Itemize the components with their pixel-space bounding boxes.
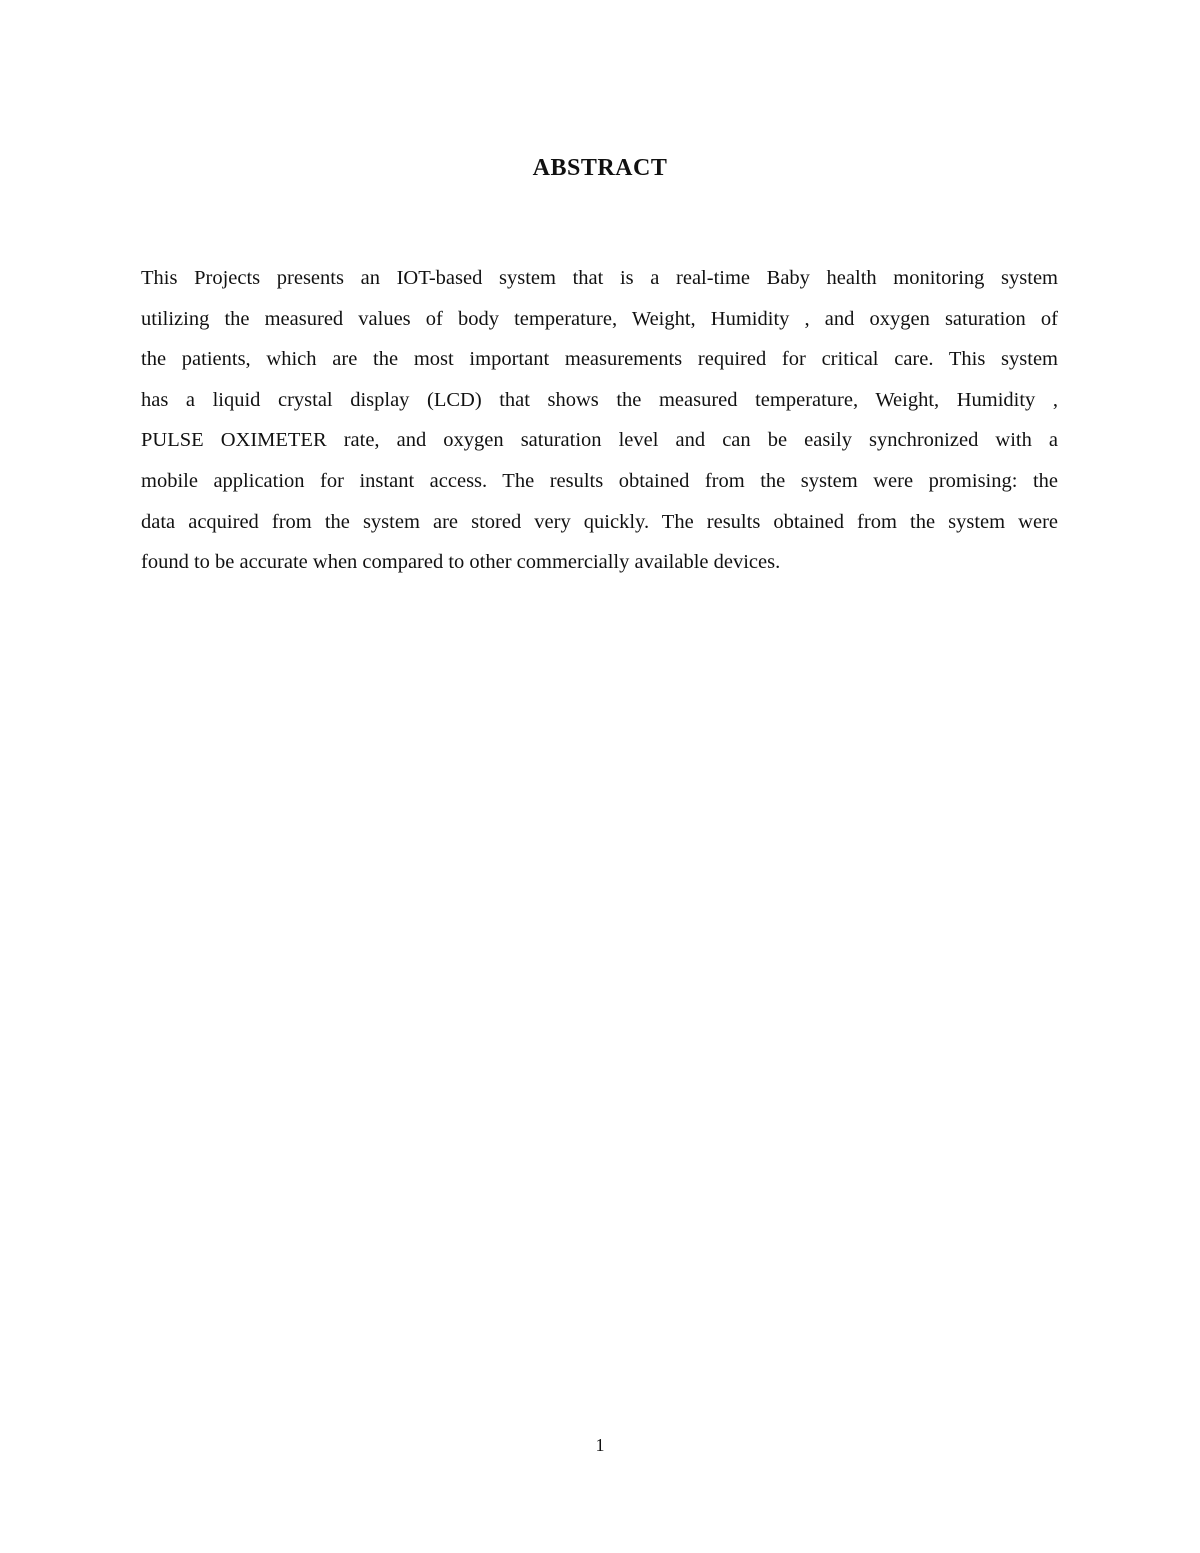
paragraph-line: found to be accurate when compared to other commercially available devices. xyxy=(141,551,781,574)
paragraph-line: has a liquid crystal display (LCD) that shows the measured temperature, Weight, Humidity , xyxy=(141,388,1058,411)
page-number: 1 xyxy=(595,1435,605,1455)
paragraph-line: the patients, which are the most important measurements required for critical care. This system xyxy=(141,348,1058,371)
abstract-paragraph xyxy=(141,258,1058,583)
paragraph-line: PULSE OXIMETER rate, and oxygen saturation level and can be easily synchronized with a xyxy=(141,429,1058,452)
paragraph-line: This Projects presents an IOT-based system that is a real-time Baby health monitoring system xyxy=(141,267,1058,289)
paragraph-line: mobile application for instant access. The results obtained from the system were promising: the xyxy=(141,469,1058,492)
abstract-heading: ABSTRACT xyxy=(532,155,668,181)
paragraph-line: data acquired from the system are stored very quickly. The results obtained from the system were xyxy=(141,510,1058,533)
paragraph-line: utilizing the measured values of body temperature, Weight, Humidity , and oxygen saturation of xyxy=(141,307,1058,330)
